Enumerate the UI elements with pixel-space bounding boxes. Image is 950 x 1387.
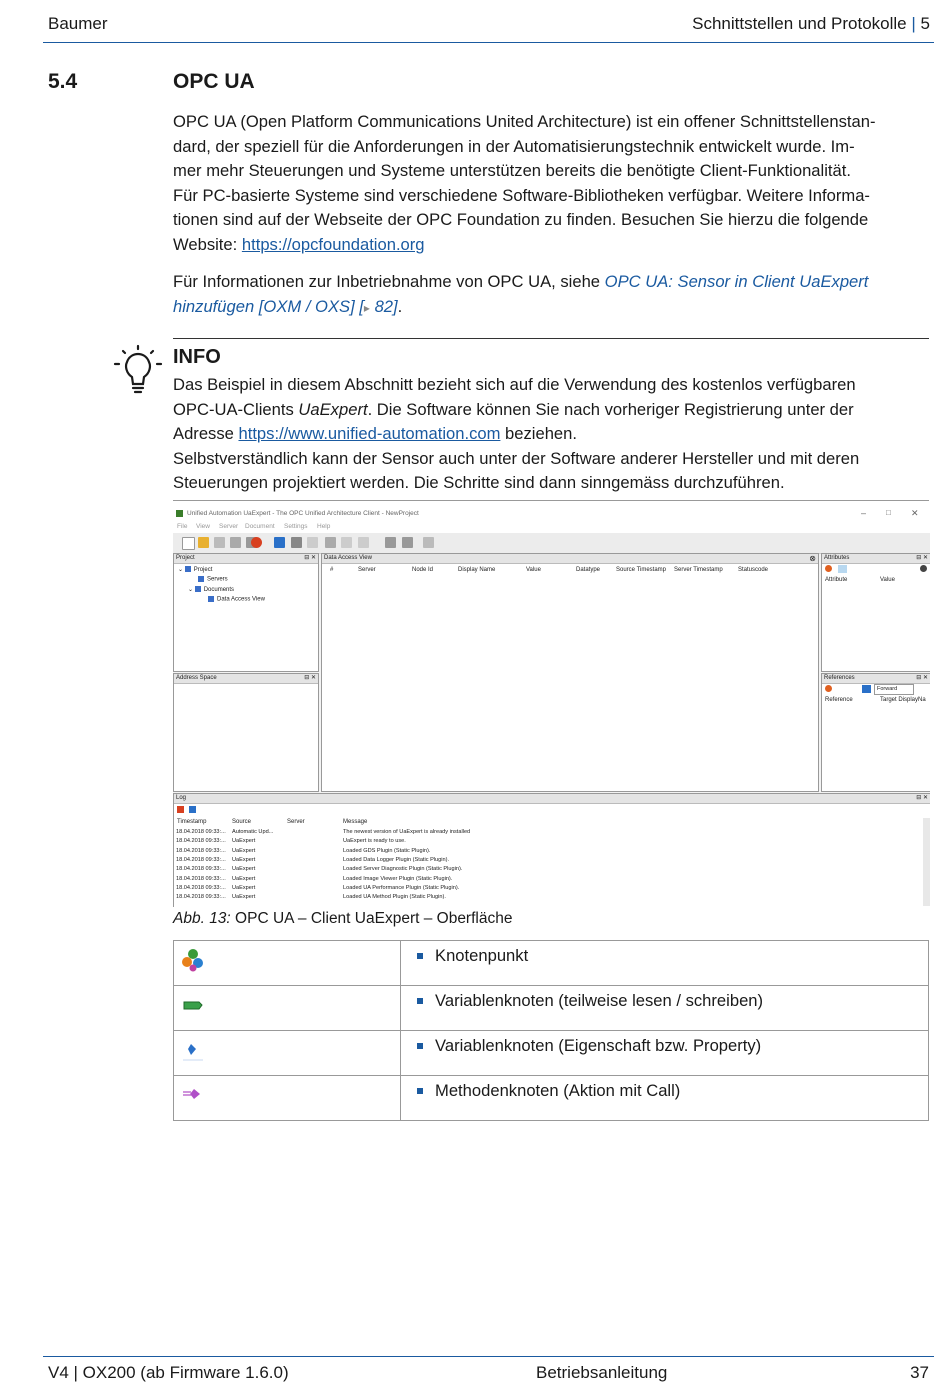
- column-header[interactable]: Display Name: [458, 567, 496, 573]
- column-header[interactable]: Datatype: [576, 567, 601, 573]
- intro-line: tionen sind auf der Webseite der OPC Foundation zu finden. Besuchen Sie hierzu die folgende: [173, 210, 869, 230]
- delete-icon[interactable]: [402, 537, 413, 548]
- bullet-icon: [417, 1043, 423, 1049]
- log-row[interactable]: [176, 885, 916, 893]
- save-as-icon[interactable]: [230, 537, 241, 548]
- log-header: [174, 794, 930, 804]
- legend-label: Knotenpunkt: [435, 946, 529, 965]
- log-cell: Loaded GDS Plugin (Static Plugin).: [343, 847, 431, 854]
- log-cell: Automatic Upd...: [232, 829, 274, 835]
- table-row: [174, 986, 929, 1031]
- icon-cell: [174, 941, 401, 986]
- commissioning-line-1: [173, 270, 933, 295]
- method-node-icon: [181, 1083, 205, 1107]
- commissioning-paragraph: [173, 270, 933, 320]
- log-cell: 18.04.2018 09:33:...: [176, 875, 226, 882]
- remove-server-icon[interactable]: [291, 537, 302, 548]
- log-cell: Loaded Server Diagnostic Plugin (Static Plugin).: [343, 866, 463, 873]
- check-icon[interactable]: [838, 565, 847, 573]
- user-icon[interactable]: [358, 537, 369, 548]
- column-header[interactable]: Value: [880, 577, 895, 583]
- footer-divider: [43, 1356, 934, 1357]
- attributes-header: [822, 554, 930, 564]
- log-cell: 18.04.2018 09:33:...: [176, 847, 226, 854]
- certificate-icon[interactable]: [423, 537, 434, 548]
- cross-reference-link-cont[interactable]: hinzufügen [OXM / OXS] [: [173, 296, 364, 316]
- header-chapter: [692, 14, 930, 34]
- header-separator: |: [911, 14, 916, 33]
- references-panel: [821, 673, 930, 792]
- close-icon[interactable]: ✕: [911, 508, 919, 518]
- disconnect-icon[interactable]: [325, 537, 336, 548]
- intro-line-last: [173, 233, 933, 258]
- header-chapter-number: 5: [920, 14, 930, 33]
- cross-reference-link[interactable]: OPC UA: Sensor in Client UaExpert: [604, 272, 869, 291]
- document-icon: [208, 596, 214, 602]
- column-header[interactable]: Server Timestamp: [674, 567, 723, 573]
- column-header[interactable]: #: [330, 567, 334, 573]
- log-cell: 18.04.2018 09:33:...: [176, 856, 226, 863]
- legend-label: Variablenknoten (Eigenschaft bzw. Property): [435, 1036, 762, 1055]
- info-line: Selbstverständlich kann der Sensor auch unter der Software anderer Hersteller und mit deren: [173, 448, 860, 468]
- table-row: [174, 941, 929, 986]
- column-header[interactable]: Server: [287, 819, 305, 825]
- uaexpert-screenshot: [173, 505, 930, 907]
- intro-line: dard, der speziell für die Anforderungen in der Automatisierungstechnik entwickelt wurde. Im-: [173, 136, 855, 156]
- legend-text-cell: [401, 1076, 929, 1121]
- close-icon[interactable]: ⊗: [809, 554, 816, 563]
- log-cell: UaExpert: [232, 866, 256, 873]
- info-line: Steuerungen projektiert werden. Die Schritte sind dann sinngemäss durchzuführen.: [173, 473, 785, 493]
- intro-line: Für PC-basierte Systeme sind verschiedene Software-Bibliotheken verfügbar. Weitere Informa-: [173, 185, 870, 205]
- attributes-title: Attributes: [824, 555, 850, 561]
- add-icon[interactable]: [920, 565, 927, 572]
- website-label: Website:: [173, 234, 242, 254]
- data-access-view-panel: [321, 553, 819, 792]
- navigate-icon[interactable]: [862, 685, 871, 693]
- header-chapter-title: Schnittstellen und Protokolle: [692, 14, 907, 33]
- column-header[interactable]: Reference: [825, 697, 853, 703]
- servers-icon: [198, 576, 204, 582]
- bullet-icon: [417, 998, 423, 1004]
- log-cell: 18.04.2018 09:33:...: [176, 884, 226, 891]
- data-access-view-header: [322, 554, 818, 564]
- column-header[interactable]: Timestamp: [177, 819, 207, 825]
- minimize-icon[interactable]: –: [861, 508, 867, 518]
- refresh-icon[interactable]: [307, 537, 318, 548]
- bullet-icon: [417, 953, 423, 959]
- clear-log-icon[interactable]: [177, 806, 184, 813]
- log-cell: UaExpert: [232, 894, 256, 901]
- column-header[interactable]: Source: [232, 819, 252, 825]
- tree-label: Documents: [203, 587, 235, 593]
- footer-document-type: Betriebsanleitung: [536, 1363, 668, 1382]
- log-cell: UaExpert: [232, 838, 256, 845]
- log-cell: UaExpert is ready to use.: [343, 838, 406, 845]
- attributes-panel: [821, 553, 930, 672]
- legend-text-cell: [401, 941, 929, 986]
- references-title: References: [824, 675, 855, 681]
- intro-line: mer mehr Steuerungen und Systeme unterstützen bereits die benötigte Client-Funktionalität.: [173, 161, 851, 181]
- data-access-view-title: Data Access View: [324, 555, 372, 561]
- info-text-part: . Die Software können Sie nach vorheriger Registrierung unter der: [367, 399, 854, 419]
- section-number: 5.4: [48, 70, 78, 93]
- log-cell: UaExpert: [232, 875, 256, 882]
- app-logo-icon: [176, 510, 183, 517]
- log-cell: UaExpert: [232, 856, 256, 863]
- save-icon[interactable]: [214, 537, 225, 548]
- variable-node-icon: [181, 993, 205, 1017]
- refresh-icon[interactable]: [825, 685, 832, 692]
- legend-label: Variablenknoten (teilweise lesen / schreiben): [435, 991, 764, 1010]
- intro-paragraph: [173, 110, 933, 258]
- address-space-header: [174, 674, 318, 684]
- open-project-icon[interactable]: [198, 537, 209, 548]
- address-space-panel: [173, 673, 319, 792]
- app-toolbar: [173, 533, 930, 554]
- log-cell: UaExpert: [232, 847, 256, 854]
- log-cell: The newest version of UaExpert is already installed: [343, 829, 471, 835]
- tree-item-data-access-view[interactable]: [208, 596, 265, 603]
- info-line: [173, 398, 933, 423]
- screenshot-divider: [173, 500, 929, 501]
- column-header[interactable]: Node Id: [412, 567, 434, 573]
- log-row[interactable]: [176, 848, 916, 856]
- commissioning-line-2: [173, 295, 933, 321]
- project-panel: [173, 553, 319, 672]
- app-menubar: [173, 521, 930, 533]
- log-cell: 18.04.2018 09:33:...: [176, 838, 226, 845]
- figure-label: Abb. 13:: [173, 910, 231, 927]
- panel-controls-icon[interactable]: ⊟ ✕: [916, 555, 928, 561]
- address-space-title: Address Space: [176, 675, 217, 681]
- lightbulb-icon: [112, 344, 164, 396]
- icon-cell: [174, 1076, 401, 1121]
- node-icon: [181, 948, 205, 972]
- menu-view[interactable]: View: [196, 523, 210, 530]
- info-text: [173, 373, 933, 496]
- log-row[interactable]: [176, 894, 916, 902]
- icon-cell: [174, 1031, 401, 1076]
- panel-controls-icon[interactable]: ⊟ ✕: [916, 675, 928, 681]
- column-header[interactable]: Value: [526, 567, 541, 573]
- intro-line: OPC UA (Open Platform Communications United Architecture) ist ein offener Schnittstellenstan-: [173, 112, 876, 131]
- menu-server[interactable]: Server: [219, 523, 239, 530]
- info-text-part: Adresse: [173, 424, 239, 444]
- page-number: 37: [910, 1363, 929, 1382]
- table-row: [174, 1031, 929, 1076]
- info-divider: [173, 338, 929, 339]
- log-panel: [173, 793, 930, 907]
- figure-caption: [173, 910, 512, 928]
- header-company: Baumer: [48, 14, 108, 33]
- tree-label: Data Access View: [217, 596, 265, 603]
- tree-item-documents[interactable]: ⌄ Documents: [188, 587, 235, 593]
- opcfoundation-link[interactable]: https://opcfoundation.org: [241, 234, 425, 254]
- refresh-icon[interactable]: [825, 565, 832, 572]
- commissioning-period: .: [397, 296, 403, 316]
- menu-settings[interactable]: Settings: [284, 523, 308, 530]
- references-header: [822, 674, 930, 684]
- log-scrollbar[interactable]: [923, 818, 930, 906]
- tree-label: Servers: [207, 576, 228, 583]
- legend-text-cell: [401, 986, 929, 1031]
- log-row[interactable]: [176, 876, 916, 884]
- table-row: [174, 1076, 929, 1121]
- connect-icon[interactable]: [341, 537, 352, 548]
- info-text-part: beziehen.: [500, 424, 577, 444]
- log-row[interactable]: [176, 829, 916, 837]
- documents-icon: [195, 586, 201, 592]
- info-title: INFO: [173, 346, 221, 368]
- column-header[interactable]: Target DisplayNa: [880, 697, 926, 703]
- property-node-icon: [181, 1038, 205, 1062]
- menu-file[interactable]: File: [177, 523, 188, 530]
- maximize-icon[interactable]: □: [886, 508, 891, 517]
- stop-icon[interactable]: [251, 537, 262, 548]
- panel-controls-icon[interactable]: ⊟ ✕: [304, 555, 316, 561]
- icon-cell: [174, 986, 401, 1031]
- tree-item-project[interactable]: ⌄ Project: [178, 567, 213, 573]
- log-row[interactable]: [176, 857, 916, 865]
- log-cell: Loaded UA Performance Plugin (Static Plugin).: [343, 884, 460, 891]
- column-header[interactable]: Message: [343, 819, 368, 825]
- log-cell: 18.04.2018 09:33:...: [176, 866, 226, 873]
- direction-dropdown[interactable]: Forward: [874, 684, 914, 695]
- tree-item-servers[interactable]: [198, 576, 228, 583]
- project-panel-header: [174, 554, 318, 564]
- log-cell: Loaded Image Viewer Plugin (Static Plugin).: [343, 875, 453, 882]
- bullet-icon: [417, 1088, 423, 1094]
- add-server-icon[interactable]: [274, 537, 285, 548]
- panel-controls-icon[interactable]: ⊟ ✕: [916, 795, 928, 801]
- log-title: Log: [176, 795, 187, 801]
- log-row[interactable]: [176, 866, 916, 874]
- legend-label: Methodenknoten (Aktion mit Call): [435, 1081, 681, 1100]
- copy-icon[interactable]: [385, 537, 396, 548]
- column-header[interactable]: Server: [358, 567, 376, 573]
- project-icon: [185, 566, 191, 572]
- icon-legend-table: [173, 940, 929, 1121]
- project-panel-title: Project: [176, 555, 195, 561]
- tree-label: Project: [193, 567, 213, 573]
- unified-automation-link[interactable]: https://www.unified-automation.com: [238, 424, 501, 444]
- footer-document-version: V4 | OX200 (ab Firmware 1.6.0): [48, 1363, 289, 1382]
- column-header[interactable]: Source Timestamp: [616, 567, 667, 573]
- page-arrow-icon: ▸: [363, 300, 370, 315]
- legend-text-cell: [401, 1031, 929, 1076]
- app-titlebar: [173, 505, 930, 521]
- log-row[interactable]: [176, 838, 916, 846]
- menu-help[interactable]: Help: [317, 523, 331, 530]
- info-line: [173, 422, 933, 447]
- column-header[interactable]: Statuscode: [738, 567, 769, 573]
- new-project-icon[interactable]: [182, 537, 195, 550]
- app-title: Unified Automation UaExpert - The OPC Unified Architecture Client - NewProject: [187, 510, 419, 517]
- uaexpert-name: UaExpert: [298, 399, 368, 419]
- cross-reference-page[interactable]: 82]: [369, 296, 398, 316]
- section-title: OPC UA: [173, 70, 255, 93]
- save-log-icon[interactable]: [189, 806, 196, 813]
- panel-controls-icon[interactable]: ⊟ ✕: [304, 675, 316, 681]
- info-text-part: OPC-UA-Clients: [173, 399, 299, 419]
- commissioning-text: Für Informationen zur Inbetriebnahme von OPC UA, siehe: [173, 272, 605, 291]
- log-cell: 18.04.2018 09:33:...: [176, 894, 226, 901]
- log-cell: Loaded Data Logger Plugin (Static Plugin).: [343, 856, 450, 863]
- header-divider: [43, 42, 934, 43]
- column-header[interactable]: Attribute: [825, 577, 848, 583]
- menu-document[interactable]: Document: [245, 523, 275, 530]
- log-cell: 18.04.2018 09:33:...: [176, 829, 226, 835]
- log-cell: Loaded UA Method Plugin (Static Plugin).: [343, 894, 446, 901]
- figure-text: OPC UA – Client UaExpert – Oberfläche: [230, 910, 513, 927]
- log-cell: UaExpert: [232, 884, 256, 891]
- info-line: Das Beispiel in diesem Abschnitt bezieht sich auf die Verwendung des kostenlos verfügbaren: [173, 375, 856, 394]
